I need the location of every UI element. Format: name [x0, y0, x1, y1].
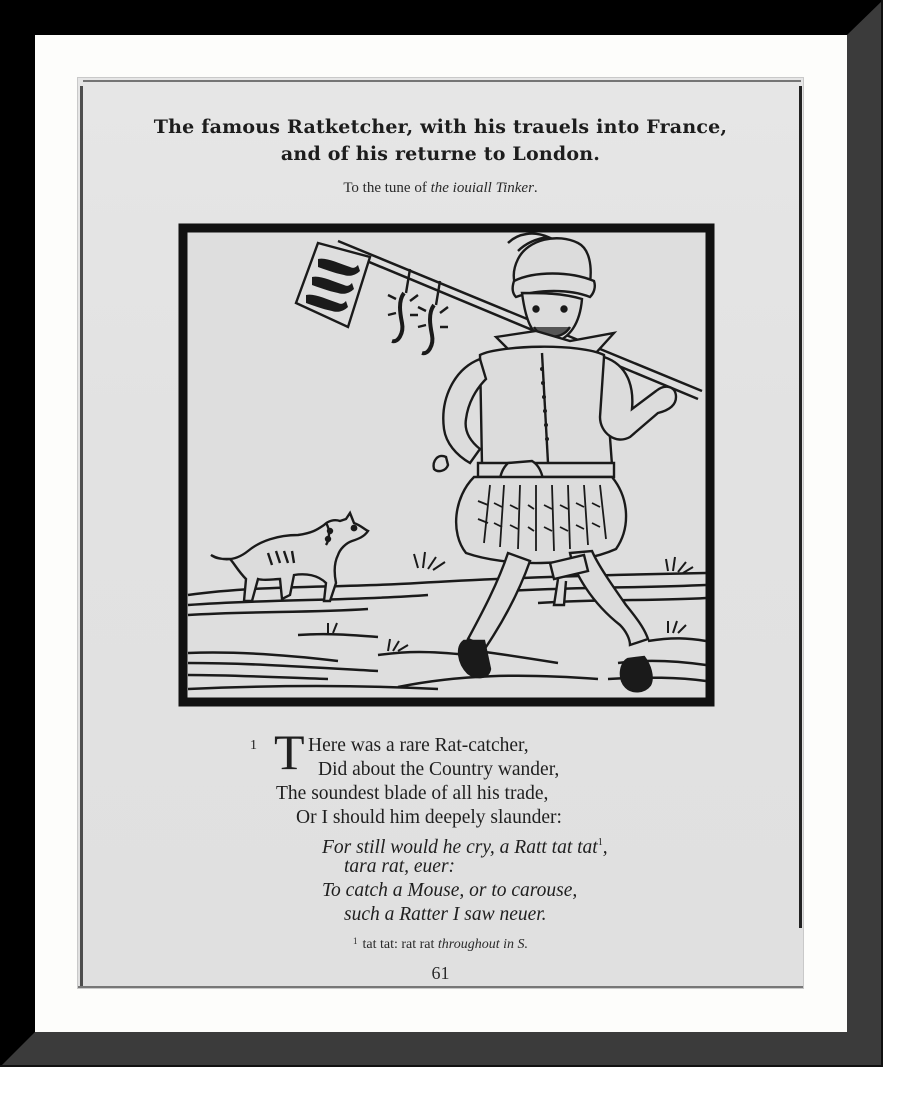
ballad-title-line-2: and of his returne to London.: [280, 143, 601, 165]
verse-line-5-text: For still would he cry, a Ratt tat tat: [322, 837, 598, 858]
page-edge-line: [78, 986, 803, 988]
woodcut-illustration: [178, 223, 715, 707]
page-edge-line: [83, 80, 801, 82]
book-page: [78, 78, 803, 988]
ballad-title-line-1: The famous Ratketcher, with his trauels into France,: [153, 116, 728, 138]
footnote-italic: throughout in S.: [437, 937, 529, 952]
footnote-marker: 1: [597, 837, 603, 848]
frame-left: [0, 0, 35, 1067]
tune-suffix: .: [533, 180, 538, 196]
verse-line-8: such a Ratter I saw neuer.: [344, 904, 547, 925]
verse-line-1: Here was a rare Rat-catcher,: [308, 735, 529, 756]
tune-line: [78, 180, 803, 197]
footnote-number: 1: [352, 936, 358, 946]
drop-cap: T: [274, 724, 305, 780]
tune-name: the iouiall Tinker: [430, 180, 534, 196]
page-edge-line: [80, 86, 83, 986]
verse-line-5-punct: ,: [602, 837, 608, 858]
page-number: 61: [431, 963, 450, 983]
frame-bottom-bevel: [0, 1032, 883, 1067]
frame-right-bevel: [847, 0, 883, 1067]
verse-line-2: Did about the Country wander,: [318, 759, 560, 780]
verse-line-4: Or I should him deepely slaunder:: [296, 807, 562, 828]
frame-edge: [0, 1065, 883, 1067]
page-edge-line: [799, 86, 802, 928]
footnote-text: tat tat: rat rat: [362, 937, 438, 952]
frame-top: [0, 0, 883, 35]
verse-line-7: To catch a Mouse, or to carouse,: [322, 880, 578, 901]
verse-line-6: tara rat, euer:: [344, 856, 456, 877]
footnote: [78, 936, 803, 953]
verse-number: 1: [250, 738, 257, 753]
frame-edge: [881, 0, 883, 1067]
verse-line-3: The soundest blade of all his trade,: [276, 783, 549, 804]
tune-prefix: To the tune of: [343, 180, 431, 196]
